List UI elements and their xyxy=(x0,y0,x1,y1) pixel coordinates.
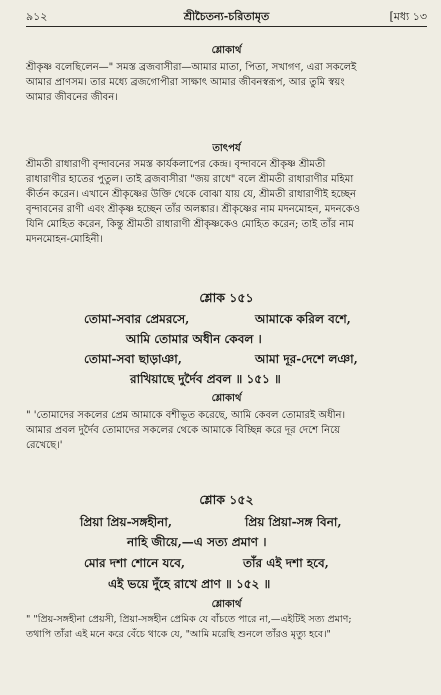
verse-151-translation xyxy=(26,408,427,453)
purport-heading: তাৎপর্য xyxy=(212,143,241,154)
verse-151-line-1b: আমাকে করিল বশে, xyxy=(255,312,351,326)
verse-151-line-4: রাখিয়াছে দুর্দৈব প্রবল ॥ ১৫১ ॥ xyxy=(130,372,281,386)
translation-paragraph xyxy=(26,60,427,105)
text-line: তথাপি তাঁরা এই মনে করে বেঁচে থাকে যে, "আমি মরেছি শুনলে তাঁরও মৃত্যু হবে।" xyxy=(26,629,331,640)
text-line: মদনমোহন-মোহিনী। xyxy=(26,234,103,245)
text-line: " 'তোমাদের সকলের প্রেম আমাকে বশীভূত করেছে, আমি কেবল তোমারই অধীন। xyxy=(26,410,346,421)
verse-152-line-1b: প্রিয় প্রিয়া-সঙ্গ বিনা, xyxy=(245,515,342,529)
verse-151-line-1a: তোমা-সবার প্রেমরসে, xyxy=(84,312,190,326)
verse-152-title: শ্লোক ১৫২ xyxy=(199,492,254,507)
text-line: আমার প্রবল দুর্দৈব তোমাদের সকলের থেকে আমাকে বিচ্ছিন্ন করে দূর দেশে নিয়ে xyxy=(26,425,340,436)
text-line: রাধারাণীর হাতের পুতুল। তাই ব্রজবাসীরা "জয় রাধে" বলে শ্রীমতী রাধারাণীর মহিমা xyxy=(26,174,354,185)
text-line: রেখেছে।' xyxy=(26,440,63,451)
verse-152-translation-heading: শ্লোকার্থ xyxy=(211,599,242,610)
purport-paragraph xyxy=(26,157,427,247)
verse-152-line-1a: প্রিয়া প্রিয়-সঙ্গহীনা, xyxy=(80,515,172,529)
text-line: শ্রীকৃষ্ণ বলেছিলেন—" সমস্ত ব্রজবাসীরা—আমার মাতা, পিতা, সখাগণ, এরা সকলেই xyxy=(26,62,357,73)
verse-151-line-3a: তোমা-সবা ছাড়াঞা, xyxy=(84,352,182,366)
text-line: " "প্রিয়-সঙ্গহীনা প্রেয়সী, প্রিয়া-সঙ্গহীন প্রেমিক যে বাঁচতে পারে না,—এইটিই সত্য প্রমাণ; xyxy=(26,614,352,625)
chapter-marker: [মধ্য ১৩ xyxy=(389,10,427,23)
book-title: শ্রীচৈতন্য-চরিতামৃত xyxy=(183,10,270,23)
verse-151-line-2: আমি তোমার অধীন কেবল । xyxy=(126,332,262,346)
text-line: শ্রীমতী রাধারাণী বৃন্দাবনের সমস্ত কার্যকলাপের কেন্দ্র। বৃন্দাবনে শ্রীকৃষ্ণ শ্রীমতী xyxy=(26,159,326,170)
page-header xyxy=(26,6,427,26)
verse-152-line-3b: তাঁর এই দশা হবে, xyxy=(243,556,329,570)
page-number: ৯১২ xyxy=(26,10,48,23)
verse-151-translation-heading: শ্লোকার্থ xyxy=(211,393,242,404)
verse-152-line-3a: মোর দশা শোনে যবে, xyxy=(84,556,186,570)
translation-heading: শ্লোকার্থ xyxy=(211,45,242,56)
verse-151-title: শ্লোক ১৫১ xyxy=(199,290,254,305)
header-rule xyxy=(26,26,427,27)
text-line: আমার প্রাণসম। তার মধ্যে ব্রজগোপীরা সাক্ষাৎ আমার জীবনস্বরূপ, আর তুমি স্বয়ং xyxy=(26,77,345,88)
verse-152-line-4: এই ভয়ে দুঁহে রাখে প্রাণ ॥ ১৫২ ॥ xyxy=(108,577,271,591)
text-line: বৃন্দাবনের রাণী এবং শ্রীকৃষ্ণ হচ্ছেন তাঁর অলঙ্কার। শ্রীকৃষ্ণের নাম মদনমোহন, মদনকেও xyxy=(26,204,360,215)
text-line: যিনি মোহিত করেন, কিন্তু শ্রীমতী রাধারাণী শ্রীকৃষ্ণকেও মোহিত করেন; তাই তাঁর নাম xyxy=(26,219,354,230)
verse-152-translation xyxy=(26,612,427,642)
verse-152-line-2: নাহি জীয়ে,—এ সত্য প্রমাণ । xyxy=(127,535,267,549)
text-line: কীর্তন করেন। এখানে শ্রীকৃষ্ণের উক্তি থেকে বোঝা যায় যে, শ্রীমতী রাধারাণীই হচ্ছেন xyxy=(26,189,356,200)
text-line: আমার জীবনের জীবন। xyxy=(26,92,118,103)
verse-151-line-3b: আমা দূর-দেশে লঞা, xyxy=(255,352,358,366)
